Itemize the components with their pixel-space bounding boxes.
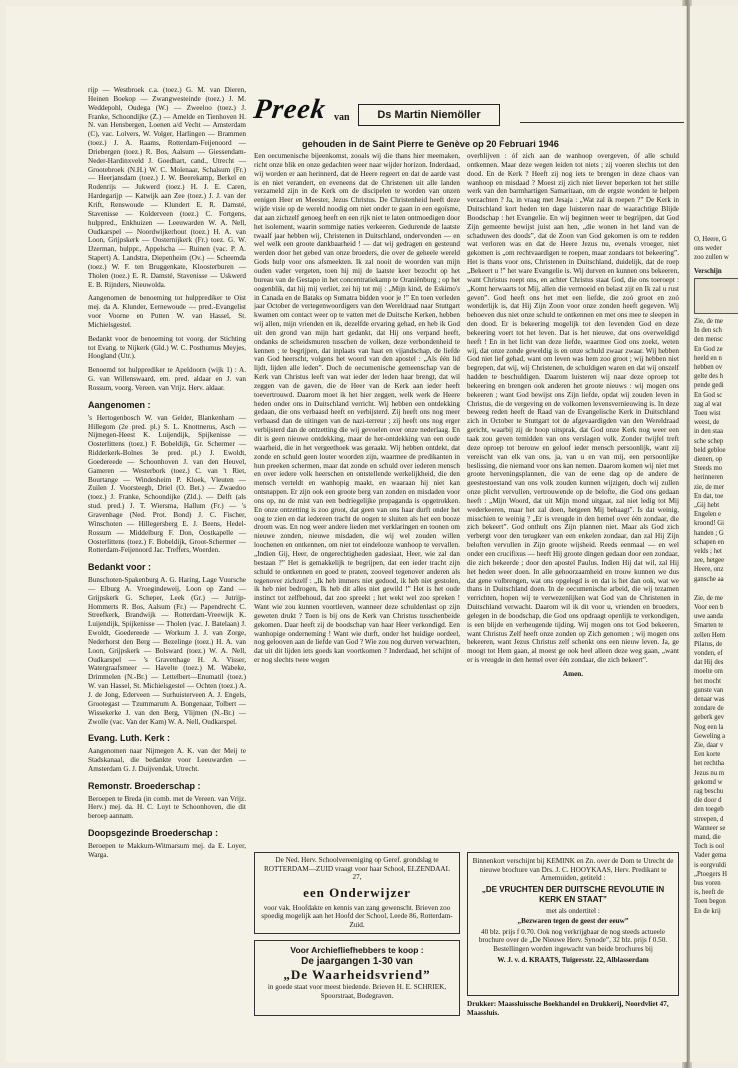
next-page-line: het rechtha: [694, 760, 725, 768]
next-page-line: sche schep: [694, 437, 724, 445]
next-page-line: kroond! Gi: [694, 520, 725, 528]
next-page-line: denaar was: [694, 696, 725, 703]
next-page-line: herinneren: [694, 474, 724, 482]
heading-doopsgezinde: Doopsgezinde Broederschap :: [88, 828, 219, 839]
text-remonstr: Beroepen te Breda (in comb. met de Vereen. van Vrijz. Herv.) mej. da. H. C. Luyt te Schoonhoven, die dit beroep aannam.: [88, 794, 246, 821]
ad3-body: 40 blz. prijs f 0.70. Ook nog verkrijgbaar de nog steeds actueele brochure over de „De Nieuwe Herv. Synode”, 32 blz. prijs f 0.50. Bestellingen worden ingewacht van beide brochures bij: [478, 927, 668, 953]
next-line-3: zoo zullen w: [694, 254, 729, 261]
next-page-line: geberk gev: [694, 714, 725, 722]
text-evang-luth: Aangenomen naar Nijmegen A. K. van der Meij te Stadskanaal, die bedankte voor Leeuwarden — Amsterdam G. J. Duijvendak, Utrecht.: [88, 747, 246, 773]
ad3-subtitle: „Bezwaren tegen de geest der eeuw”: [517, 917, 629, 925]
sermon-text-1: Een oecumenische bijeenkomst, zooals wij die thans hier meemaken, richt onze blik en onze gedachten weer naar wijder horizon. Inderdaad, wij worden er aan herinnerd, dat de Heere regeert en dat de aarde vast is en niet verandert, en eveneens dat de Christenen uit alle landen verzameld zijn in de Kerk om de discipelen te worden van onzen eenigen Heer en Meester, Jezus Christus. De Christenheid heeft deze wijde visie op de wereld noodig om niet onder te gaan in een egoïsme, dat aan zichzelf genoeg heeft en een rijk niet te laten ontmoedigen door het isolement, waarin sommige naties verkeeren. Gedurende de laatste twaalf jaar hebben wij, Christenen in Duitschland, ondervonden — en wel welk een groote dankbaarheid ! — dat wij gedragen en gesteund werden door het gebed van onze broeders, die over de geheele wereld Gods hulp voor ons afsmeekten. Ik zal nooit de woorden van mijn ouden vader vergeten, toen hij mij de laatste keer bezocht op het bureau van de Gestapo in het concentratiekamp te Oraniënburg ; op het oogenblik, dat hij mij verliet, zei hij tot mij : „Mijn kind, de Eskimo's in Canada en de Bataks op Sumatra bidden voor je !” En toen verleden jaar October de vertegenwoordigers van den Wereldraad naar Stuttgart kwamen om contact weer op te vatten met de Duitsche Kerken, hebben wij allen, mijn vrienden en ik, dezelfde ervaring gehad, en heb ik God uit den grond van mijn hart gedankt, dat Hij ons verpand heeft, ondanks de scheidsmuren tusschen de volken, deze verbondenheid te kennen ; te begrijpen, dat inplaats van haat en vijandschap, de liefde van God heerscht, volgens het woord van den apostel : „Als één lid lijdt, lijden alle leden”. Doch de oecumenische gemeenschap van de Kerk van Christus leeft van wat ieder der leden haar brengt, dat wil zeggen van de gaven, die de Heer van de Kerk aan ieder heeft toevertrouwd. Daarom moet ik het hier zeggen, welk werk de Heere heden onder ons in Duitschland verricht. Wij hebben een ontdekking gedaan, die ons verbaasd heeft en verbijsterd. Zij heeft ons nog meer verbaasd dan de uitingen van de nazi-terreur ; zij heeft ons nog erger verbijsterd dan de ontzetting die wij gevoelen over onze nederlaag. En dit is geen nieuwe ontdekking, maar de her-ontdekking van een oude waarheid, die in het vergeethoek was geraakt. Wij hebben ontdekt, dat zonde en schuld geen louter woorden zijn, waarmee de predikanten in hun preeken schermen, maar dat zonde en schuld over iederen mensch en over iedere volk heerschen en ontstellende werkelijkheid, die den mensch verteldt en wanhopig maakt, en waaraan hij niet kan ontsnappen. Er zijn ook een groote berg van zonden en misdaden voor ons op, nu de mist van een bedriegelijke propaganda is opgetrokken. En onze ontzetting is zoo groot, dat geen van ons haar durft onder het oog te zien en dat iedereen tracht de oogen te sluiten als het een booze droom was. En nog weer andere lieden met verklaringen en toonen om nieuwe zonden, nieuwe misdaden, die wij wel zouden willen loochenen en ontkennen, om niet tot eindelooze wanhoop te vervallen. „Indien Gij, Heer, de ongerechtigheden gadesiaat, Heer, wie zal dan bestaan ?” Het is gemakkelijk te begrijpen, dat een ieder tracht zijn schuld te ontkennen en goed te praten, zooveel tegenover anderen als tegenover zichzelf : „Ik heb immers niet gedood, ik heb niet gestolen, ik heb niet bedrogen, Ik heb dit alles niet gewild !” Het is het oude instinct tot zelfbehoud, dat zoo spreekt ; het wekt wel zoo spreken ! Want wie zou kunnen voortleven, wanneer deze schuldenlast op zijn geweten drukt ? Toen is bij ons de Kerk van Christus tusschenbeide gekomen. Daar heeft zij de boodschap van haar Heer verkondigd. Een wanhopige onderneming ! Want wie durft, onder het huidige oordeel, nog gelooven aan de liefde van God ? Wie zou nog durven verwachten, dat uit dit lijden iets goeds kan voortkomen ? Inderdaad, het schijnt of er nog slechts twee wegen: [254, 152, 460, 665]
ad2-body: in goede staat voor meest biedende. Brieven H. E. SCHRIEK, Spoorstraat, Bodegraven.: [267, 983, 447, 1000]
newspaper-page: [6, 6, 687, 1062]
list-aangenomen: 's Hertogenbosch W. van Gelder, Blankenham — Hillegom (2e pred. pl.) S. L. Knottnerus, Asch — Nijmegen-Heest K. Luijendijk, Spijkenisse — Oosterlittens (toez.) F. Bobeldijk, Gr. Schermer — Ridderkerk-Bolnes 3e pred. pl.) J. Ewoldt, Goedereede — Schoonhoven J. van den Heuvel, Gameren — Westerbork (toez.) C. van 't Riet, Bourtange — Windesheim P. Kloek, Vleuten — Zuilen J. Voorsteegh, Driel (O. Bet.) — Zwaedoo (toez.) J. Franke, Schoondijke (Zld.). — Delft (als stud. pred.) J. T. Wiersma, Hallum (Fr.) — 's Gravenhage (Ned. Prot. Bond) J. C. Fischer, Winschoten — Hillegersberg E. J. Beens, Hedel-Rossum — Middelburg F. Don, Oostkapelle — Oosterlittens (toez.) F. Bobeldijk, Groot-Schermer — Rotterdam-Feijenoord Jac. Treffers, Woerden.: [88, 413, 246, 555]
appointments-list: rijp — Westbroek c.a. (toez.) G. M. van Dieren, Heinen Boekop — Zwangwesteinde (toez.) J. M. Weddepohl, Oudega (W.) — Zweeloo (toez.) J. Franke, Schoondijke (Z.) — Amelde en Tienhoven H. N. van Hensbergen, Loenen a/d Vecht — Amsterdam (C), vac. Lolvers, W. Volger, Harlingen — Brammen (toez.) J. A. Raams, Rotterdam-Feijenoord — Driebergen (toez.) R. Bos, Aalsum — Giessendam-Neder-Hardinxveld J. Goedhart, cand., Utrecht — Grootebroek (N.H.) W. C. Molenaar, Schalsum (Fr.) — Heerjansdam (toez.) J. W. Beerekamp, Berkel en Rodenrijs — Jukwerd (toez.) H. J. E. Caren, Hardegarijp — Katwijk aan Zee (toez.) J. J. van der Krift, Renswoude — Klundert E. R. Damsté, Stavenisse — Kolderveen (toez.) C. Fortgens, hulppred., Enkhuizen — Leeuwarden W. A. Nell, Oudkarspel — Noordwijkerhout (toez.) H. A. van Loon, Grijpskerk — Oosternijkerk (Fr.) toez. G. W. IJzerman, hulppr., Appelscha — Ruinen (vac. P. A. Stapert) A. Landstra, Diepenheim (Ov.) — Scheemda (toez.) W. F. ten Bruggenkate, Kloosterburen — Tholen (toez.) E. R. Damsté, Stavenisse — Uskwerd E. B. Rijnders, Nieuwolda.: [88, 86, 246, 289]
ad3-head: Binnenkort verschijnt bij KEMINK en Zn. over de Dom te Utrecht de nieuwe brochure van Drs. J. C. HOOYKAAS, Herv. Predikant te Arnemuiden, getiteld :: [472, 857, 674, 882]
sermon-column-2: [467, 152, 679, 844]
next-page-line: Steeds mo: [694, 465, 723, 473]
heading-bedankt: Bedankt voor :: [88, 562, 152, 573]
next-page-line: is, heeft de: [694, 889, 724, 897]
next-page-line: Voor een b: [694, 604, 724, 611]
next-page-line: gansche aa: [694, 575, 724, 583]
next-page-line: Wanneer se: [694, 824, 726, 832]
ad2-mid: De jaargangen 1-30 van: [301, 956, 413, 967]
next-page-line: In den sch: [694, 327, 722, 335]
ad1-head: De Ned. Herv. Schoolvereeniging op Geref. grondslag te ROTTERDAM—ZUID vraagt voor haar School, ELZENDAAL 27,: [263, 856, 451, 881]
notice-declined: Bedankt voor de benoeming tot voorg. der Stichting tot Evang. te Nijkerk (Gld.) W. C. Posthumus Meyjes, Hoogland (Utr.).: [88, 334, 246, 361]
next-page-line: Toen begon: [694, 898, 726, 906]
next-page-line: handen ; G: [694, 529, 724, 537]
next-page-line: gekomd w: [694, 778, 723, 786]
next-page-line: zag al wat: [694, 400, 722, 408]
next-page-line: En de krij: [694, 907, 721, 915]
ad-onderwijzer: [254, 852, 460, 934]
next-page-line: zellen Hem: [694, 631, 726, 639]
notice-accepted-oist: Aangenomen de benoeming tot hulpprediker te Oist mej. da A. Klunder, Eernewoude — pred.-Evangelist voor Voorne en Putten W. van Hassel, St. Michielsgestel.: [88, 294, 246, 329]
next-page-line: En God ze: [694, 345, 723, 353]
next-page-line: moelte om: [694, 668, 723, 676]
sermon-column-1: [254, 152, 460, 844]
next-page-line: vonden, ef: [694, 650, 723, 657]
next-page-line: Zie, de me: [694, 594, 723, 602]
next-page-line: zie, de mer: [694, 483, 725, 491]
title-rule: [520, 122, 684, 123]
next-page-line: Heere, onz: [694, 566, 724, 574]
next-page-line: Toen wist: [694, 410, 721, 417]
heading-aangenomen: Aangenomen :: [88, 399, 151, 410]
next-page-line: den mensc: [694, 336, 723, 344]
printer-line: [467, 1000, 679, 1022]
next-page-line: mand, die: [694, 834, 721, 841]
heading-evang-luth: Evang. Luth. Kerk :: [88, 733, 171, 744]
next-page-line: beld gebloe: [694, 446, 726, 454]
next-page-line: Geweling a: [694, 732, 726, 740]
ad1-body: voor vak. Hoofdakte en kennis van zang gewenscht. Brieven zoo spoedig mogelijk aan het Hoofd der School, Leede 86, Rotterdam-Zuid.: [261, 903, 453, 929]
adjacent-page: [690, 6, 738, 1062]
next-page-line: bus voren: [694, 880, 721, 887]
next-page-line: die door d: [694, 797, 722, 805]
next-page-line: heeld en n: [694, 354, 722, 362]
next-page-line: Engelen e: [694, 511, 721, 519]
sermon-amen: Amen.: [562, 669, 584, 678]
left-column: [88, 86, 246, 1056]
next-page-line: hebben ov: [694, 364, 723, 371]
printer-text: Drukker: Maassluissche Boekhandel en Drukkerij, Noordvliet 47, Maassluis.: [467, 1000, 669, 1017]
next-page-line: Zie, daar v: [694, 742, 724, 749]
next-line-1: O, Heere, G: [694, 236, 727, 243]
next-page-line: Jezus nu m: [694, 769, 725, 777]
ornamental-initial-image: [694, 278, 738, 314]
ad3-sign: W. J. v. d. KRAATS, Tuigersstr. 22, Alblasserdam: [497, 956, 649, 964]
next-page-line: En dat, toe: [694, 492, 724, 500]
next-page-line: weest, de: [694, 419, 720, 427]
next-page-line: dat Hij des: [694, 659, 724, 667]
next-page-line: Nog een la: [694, 723, 724, 731]
next-page-line: Toch is ool: [694, 843, 725, 851]
heading-remonstr: Remonstr. Broederschap :: [88, 780, 201, 791]
next-page-line: gunste van: [694, 686, 724, 694]
text-doopsgezinde: Beroepen te Makkum-Witmarsum mej. da E. Loyer, Warga.: [88, 841, 246, 859]
next-page-line: schapen en: [694, 538, 725, 546]
next-page-line: rag beschu: [694, 788, 724, 795]
next-page-line: den toegeb: [694, 806, 724, 814]
notice-appointed: Benoemd tot hulpprediker te Apeldoorn (wijk 1) : A. G. van Willenswaard, em. pred. aldaar en J. van Rossum, voorg. Vereen. van Vrijz. Herv. aldaar.: [88, 366, 246, 392]
next-page-line: gelte des h: [694, 373, 724, 381]
ad-waarheidsvriend: [254, 940, 460, 1016]
next-page-line: in den staa: [694, 428, 724, 436]
ad2-title: „De Waarheidsvriend”: [283, 967, 431, 982]
next-page-line: velds ; het: [694, 548, 722, 555]
next-page-line: Pilatus, de: [694, 640, 723, 648]
list-bedankt: Bunschoten-Spakenburg A. G. Haring, Lage Vuursche — Elburg A. Vroegindeweij, Loon op Zand — Grijpskerk G. Scheper, Leek (Gr.) — Jutrijp-Hommerts R. Bos, Aalsum (Fr.) — Papendrecht C. Streefkerk, Brandwijk — Rotterdam-Vreewijk K. Luijendijk, Spijkenisse — Tholen (vac. J. Batelaan) J. Ewoldt, Goedereede — Workum J. J. van Zorge, Nederhorst den Berg — Bezelinge (toez.) H. A. van Loon, Grijpskerk — Bolsward (toez.) W. A. Nell, Oudkarspel — 's Gravenhage H. A. Visser, Watergraafsmeer — Havelte (toez.) M. Wabeke, Drimmelen (N.-Br.) — Lettelbert—Enumatil (toez.) W. van Hassel, St. Michielsgestel — Ochten (toez.) A. J. de Jong, Ederveen — Surhuisterveen A. J. Engels, Grootegast — Tzummarum A. Bongenaar, Tolbert — Wissekerke J. van den Berg, Vlijmen (N.-Br.) — Zwolle (vac. Van der Kam) W. A. Nell, Oudkarspel.: [88, 576, 246, 726]
sermon-text-2: overblijven : óf zich aan de wanhoop overgeven, óf alle schuld ontkennen. Maar deze wegen leiden tot niets ; zij voeren slechts tot den dood. En de Kerk ? Heeft zij nog iets te brengen in deze chaos van wanhoop en misdaad ? Moest zij zich niet liever beperken tot het stille werk van den barmhartigen Samaritaan, om de ergste wonden te helpen verzachten ? Ja, in vraag met Jesaja : „Wat zal ik roepen ?” De Kerk in Duitschland kort heden ten dage luisteren naar de waarachtige Blijde Boodschap : het Evangelie. En wij beginnen weer te begrijpen, dat God Zijn gemeente bewijst juist aan hen, „die wonen in het land van de schaduwen des doods”, dat de Zoon van God gekomen is om te redden wat verloren was en dat de Heere Jezus nu, evenals vroeger, niet gekomen is „om rechtvaardigen te roepen, maar zondaars tot bekeering”. Het is thans voor ons, Christenen in Duitschland, duidelijk, dat de roep „Bekeert u !” het ware Evangelie is. Wij durven en kunnen ons bekeeren, want Christus roept ons, en achter Christus staat God, die ons toeroept : „Komt herwaarts tot Mij, allen die vermoeid en belast zijt en Ik zal u rust geven”. God heeft ons het met een liefde, die zoó groot en zoó wonderlijk is, dat Hij Zijn Zoon voor onze zonden heeft gegeven. Wij behoeven dus niet onze schuld te ontkennen en met ons mee te sleepen in den dood. Er is bekeering mogelijk tot den levenden God en deze bekeering voert tot het leven. Dat is het nieuwe, dat ons overweldigd heeft ! En in het licht van deze liefde, waarmee God ons zoekt, weten wij, dat onze zonde geweldig is en onze schuld zwaar zwaar. Wij hebben God niet lief gehad, want om leven was hem zoo groot ; wij hebben niet begrepen, dat wij, wij Christenen, de schuldigen waren en dat wij onszelf hadden te beschuldigen. Daarom luisteren wij naar deze oproep tot bekeering en brengen ook anderen het groote nieuws : wij mogen ons bekeeren ; want God bewijst ons Zijn liefde, opdat wij zouden leven in Christus, die de vergeving en de volkomen levensvernieuwing is. In deze beweeg reden heeft de Raad van de Evangelische Kerk in Duitschland zich in October te Stuttgart tot de afgevaardigden van den Wereldraad gericht, waarbij zij de hoop uitsprak, dat God onze Kerk nog weer een taak zou geven temidden van ons verslagen volk. Zonder twijfel treft deze oproep tot berouw en geloof ieder mensch persoonlijk, want zij vereischt van elk van ons, ja, van u en van mij, een persoonlijke beslissing, die niemand voor ons kan nemen. Daarom komen wij niet met groote herveningsplannen, die van de eene dag op de andere de geestestoestand van ons volk zouden kunnen wijzigen, doch wij zullen onze plicht vervullen, vertrouwende op de belofte, die God ons gedaan heeft : „Mijn Woord, dat uit Mijn mond uitgaat, zal niet ledig tot Mij wederkeeren, maar het zal doen, hetgeen Mij behaagt”. Is dat weinig, misschien te weinig ? „Er is vreugde in den hemel over één zondaar, die zich bekeert”. God onthult ons Zijn plannen niet. Maar als God zich verbergt voor den terugkeer van een enkelen zondaar, dan zal Hij Zijn beloften vervullen in Zijn groote wijsheid. Reeds eenmaal — en wel onder een crucifixus — heeft Hij groote dingen gedaan door een zondaar, die zich bekeerde ; door den apostel Paulus. Indien Hij dat wil, zal Hij het heden weer doen. In alle gehoorzaamheid en trouw kunnen we dus dat gene volbrengen, wat ons opgelegd is en dat is het dan ook, wat we thans in Duitschland doen. In de oecumenische arbeid, die wij tezamen verrichten, hopen wij te verwezenlijken wat God van de Christenen in Duitschland verwacht. Daarom wil ik dit voor u, vrienden en broeders, gelegen in de boodschap, die God ons opdraagt openlijk te verkondigen, is een blijde en verheugende tijding. Wij mogen ons tot God bekeeren, want Christus Zelf heeft onze zonden op Zich genomen ; wij mogen ons bekeeren, want Jezus Christus zelf schenkt ons een nieuw leven. Ja, ge moogt tot Hem gaan, al moest ge ook heel alleen deze weg gaan, „want er is vreugde in den hemel over één zondaar, die zich bekeert”.: [467, 152, 679, 665]
next-page-line: uwe aanda: [694, 613, 723, 621]
ad-brochure: [467, 852, 679, 996]
next-page-line: het mocht: [694, 677, 721, 685]
next-page-line: is eorgvuldi: [694, 861, 727, 869]
preacher-name: Ds Martin Niemöller: [358, 104, 500, 126]
ad3-sub: met als ondertitel :: [546, 906, 600, 915]
ad2-head: Voor Archiefliefhebbers te koop :: [290, 945, 424, 955]
next-page-line: Zie, de me: [694, 318, 723, 325]
next-page-line: En God sc: [694, 391, 723, 399]
next-page-line: Vader gema: [694, 852, 727, 860]
sermon-title: [251, 94, 684, 138]
next-page-line: pende gedi: [694, 382, 724, 390]
title-preek: Preek: [251, 94, 329, 125]
next-page-line: Een korte: [694, 751, 721, 759]
next-section-title: Verschijn: [694, 268, 722, 275]
next-page-line: „Ptoegers H: [694, 870, 728, 878]
next-page-line: Smarten te: [694, 622, 724, 630]
next-page-line: zondare de: [694, 705, 724, 713]
ad3-title: „DE VRUCHTEN DER DUITSCHE REVOLUTIE IN KERK EN STAAT”: [481, 884, 665, 904]
title-van: van: [334, 112, 350, 123]
next-line-2: ons weder: [694, 245, 722, 252]
sermon-subtitle: gehouden in de Saint Pierre te Genève op 20 Februari 1946: [302, 139, 559, 149]
ad1-title: een Onderwijzer: [303, 884, 411, 900]
next-page-line: dienen, op: [694, 456, 723, 463]
next-page-line: streepen, d: [694, 815, 724, 823]
next-page-line: „Gij hebt: [694, 502, 720, 509]
next-page-line: zee, hetgee: [694, 557, 725, 565]
